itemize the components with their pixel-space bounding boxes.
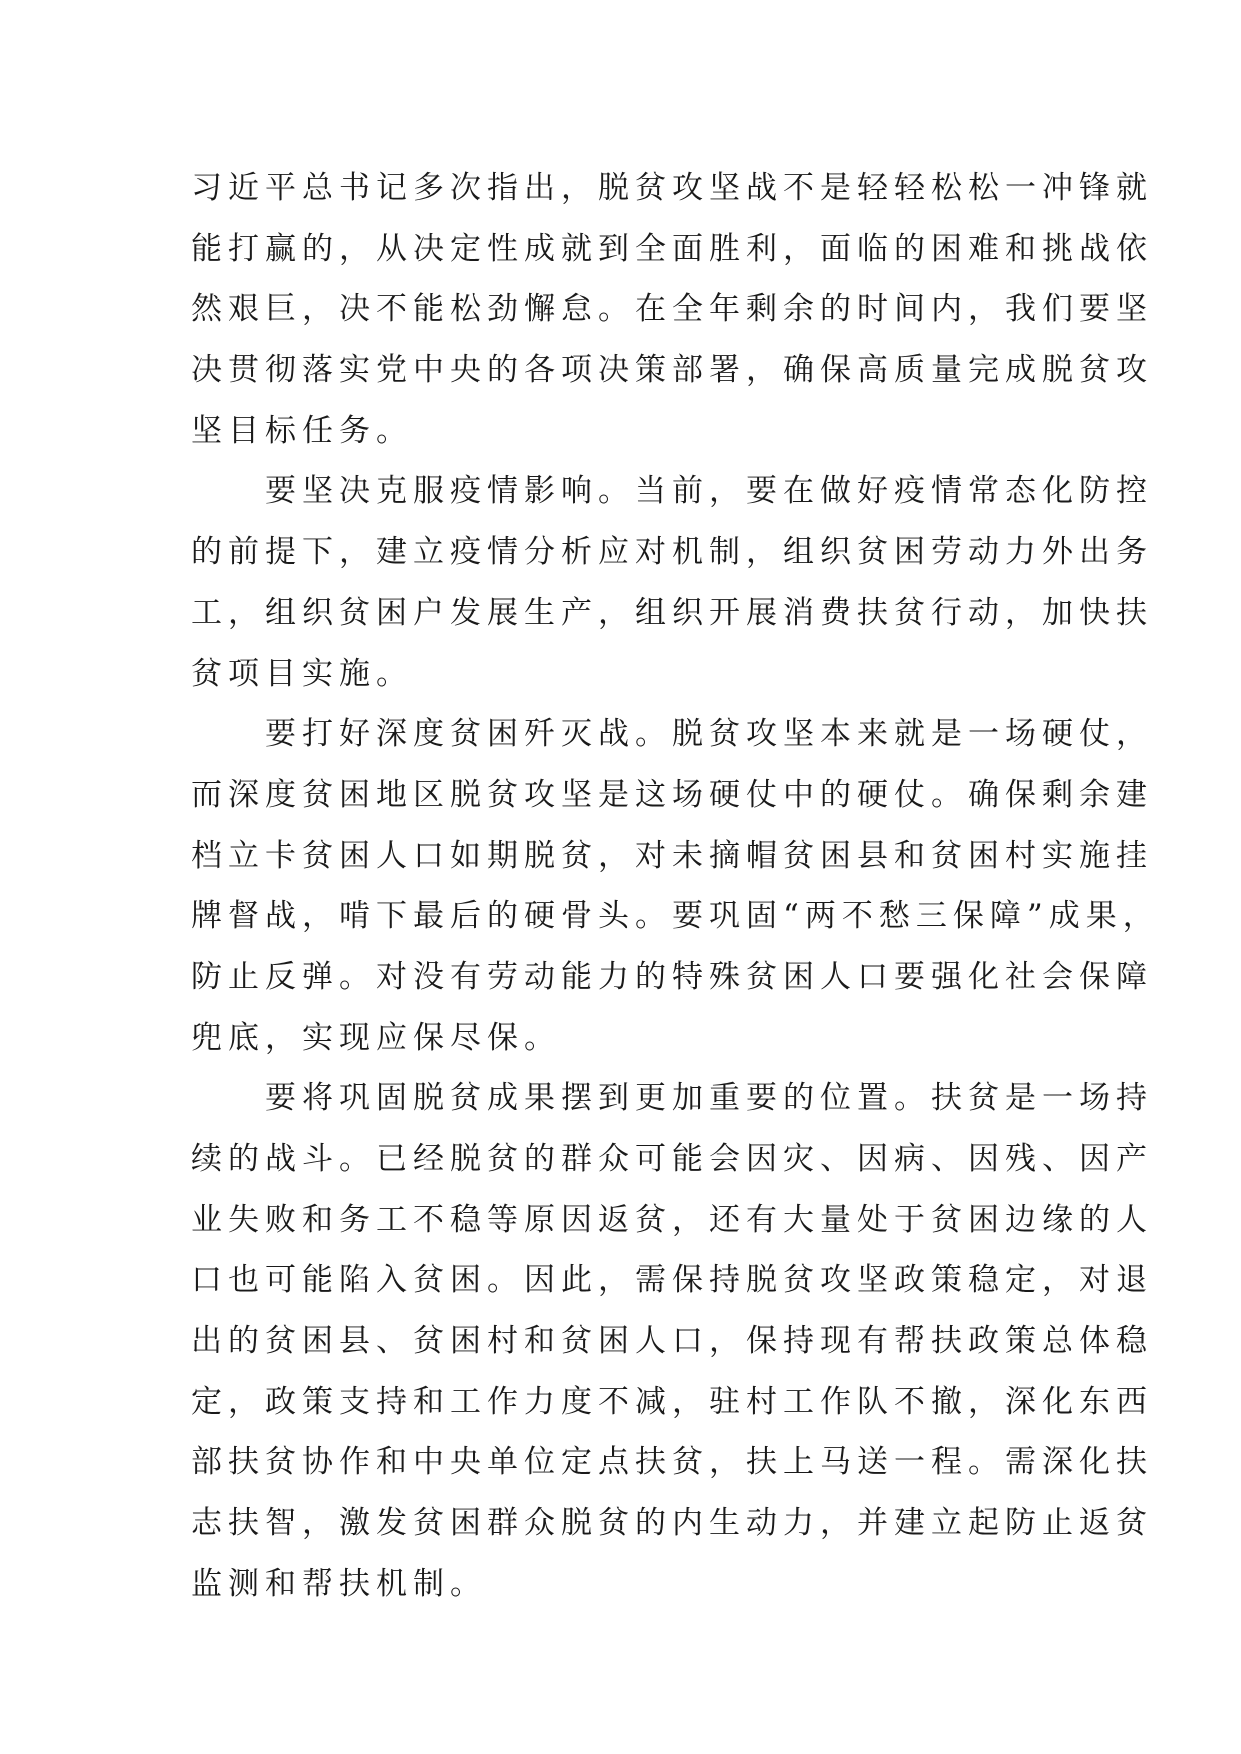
text-line: 贫项目实施。 bbox=[191, 655, 413, 692]
text-line: 续的战斗。已经脱贫的群众可能会因灾、因病、因残、因产 bbox=[191, 1141, 1153, 1177]
text-line: 决贯彻落实党中央的各项决策部署，确保高质量完成脱贫攻 bbox=[191, 352, 1153, 389]
text-line: 志扶智，激发贫困群众脱贫的内生动力，并建立起防止返贫 bbox=[191, 1505, 1153, 1542]
text-line: 而深度贫困地区脱贫攻坚是这场硬仗中的硬仗。确保剩余建 bbox=[191, 776, 1153, 813]
text-line: 兜底，实现应保尽保。 bbox=[191, 1019, 561, 1056]
text-line: 要打好深度贫困歼灭战。脱贫攻坚本来就是一场硬仗， bbox=[265, 716, 1153, 753]
text-line: 要坚决克服疫情影响。当前，要在做好疫情常态化防控 bbox=[265, 473, 1153, 510]
text-line: 能打赢的，从决定性成就到全面胜利，面临的困难和挑战依 bbox=[191, 230, 1153, 267]
text-line: 档立卡贫困人口如期脱贫，对未摘帽贫困县和贫困村实施挂 bbox=[191, 837, 1153, 874]
text-line: 坚目标任务。 bbox=[191, 412, 413, 449]
text-line: 部扶贫协作和中央单位定点扶贫，扶上马送一程。需深化扶 bbox=[191, 1444, 1153, 1481]
text-line: 要将巩固脱贫成果摆到更加重要的位置。扶贫是一场持 bbox=[265, 1080, 1153, 1117]
text-line: 监测和帮扶机制。 bbox=[191, 1565, 487, 1602]
text-line: 然艰巨，决不能松劲懈怠。在全年剩余的时间内，我们要坚 bbox=[191, 291, 1153, 328]
text-line: 牌督战，啃下最后的硬骨头。要巩固“两不愁三保障”成果， bbox=[191, 898, 1160, 935]
text-line: 工，组织贫困户发展生产，组织开展消费扶贫行动，加快扶 bbox=[191, 594, 1153, 631]
text-line: 习近平总书记多次指出，脱贫攻坚战不是轻轻松松一冲锋就 bbox=[191, 170, 1153, 206]
text-line: 业失败和务工不稳等原因返贫，还有大量处于贫困边缘的人 bbox=[191, 1201, 1153, 1238]
text-line: 定，政策支持和工作力度不减，驻村工作队不撤，深化东西 bbox=[191, 1383, 1153, 1420]
text-line: 口也可能陷入贫困。因此，需保持脱贫攻坚政策稳定，对退 bbox=[191, 1262, 1153, 1299]
text-line: 出的贫困县、贫困村和贫困人口，保持现有帮扶政策总体稳 bbox=[191, 1323, 1153, 1360]
body-text bbox=[191, 158, 1160, 1615]
text-line: 的前提下，建立疫情分析应对机制，组织贫困劳动力外出务 bbox=[191, 534, 1153, 571]
text-line: 防止反弹。对没有劳动能力的特殊贫困人口要强化社会保障 bbox=[191, 958, 1153, 995]
